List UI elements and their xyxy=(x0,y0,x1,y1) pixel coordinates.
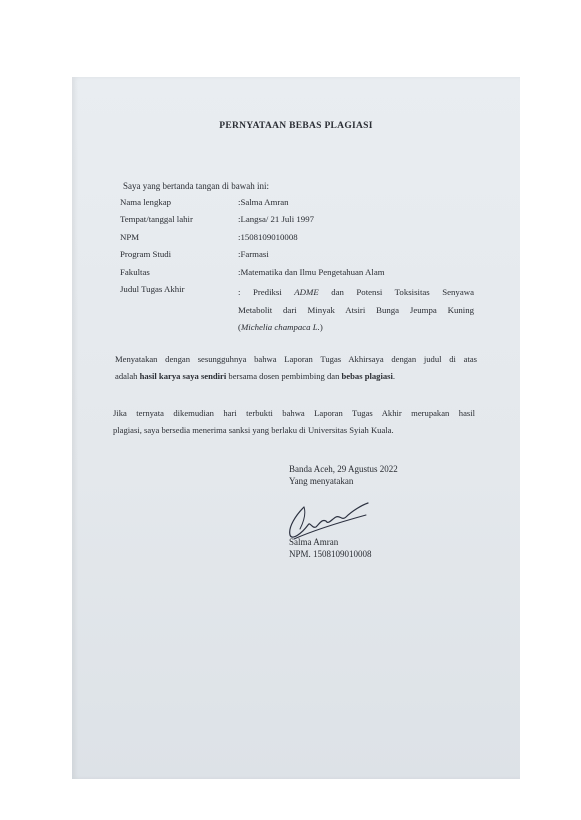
field-label: Nama lengkap xyxy=(120,197,172,207)
field-label: Program Studi xyxy=(120,249,172,259)
statement-paragraph-2 xyxy=(113,405,475,439)
paren: ) xyxy=(319,322,323,332)
signer-name: Salma Amran xyxy=(289,537,339,547)
statement-text: adalah xyxy=(115,371,140,381)
judul-line xyxy=(238,319,474,337)
intro-text: Saya yang bertanda tangan di bawah ini: xyxy=(123,181,269,191)
field-value: :Salma Amran xyxy=(238,197,289,207)
field-label: NPM xyxy=(120,232,140,242)
statement-paragraph-1 xyxy=(115,351,477,385)
judul-text: : Prediksi xyxy=(238,287,295,297)
judul-value xyxy=(238,284,474,337)
document-title: PERNYATAAN BEBAS PLAGIASI xyxy=(219,121,373,131)
field-label: Tempat/tanggal lahir xyxy=(120,214,193,224)
signer-npm: NPM. 1508109010008 xyxy=(289,549,372,559)
field-value: :Matematika dan Ilmu Pengetahuan Alam xyxy=(238,267,385,277)
statement-bold: hasil karya saya sendiri xyxy=(139,371,227,381)
handwritten-signature-icon xyxy=(282,495,372,543)
field-label: Judul Tugas Akhir xyxy=(120,284,185,294)
statement-text: . xyxy=(392,371,396,381)
judul-line: Metabolit dari Minyak Atsiri Bunga Jeumpa Kuning xyxy=(238,304,474,315)
judul-text: dan Potensi Toksisitas Senyawa xyxy=(318,287,474,297)
statement-line: plagiasi, saya bersedia menerima sanksi yang berlaku di Universitas Syiah Kuala. xyxy=(113,425,394,435)
judul-line xyxy=(238,284,474,302)
field-value: :Langsa/ 21 Juli 1997 xyxy=(238,214,314,224)
statement-line: Menyatakan dengan sesungguhnya bahwa Laporan Tugas Akhirsaya dengan judul di atas xyxy=(115,354,477,364)
field-value: :1508109010008 xyxy=(238,232,298,242)
signature-role: Yang menyatakan xyxy=(289,476,354,486)
field-value: :Farmasi xyxy=(238,249,269,259)
field-label: Fakultas xyxy=(120,267,150,277)
species-name: Michelia champaca L. xyxy=(240,322,320,332)
paren: ( xyxy=(238,322,241,332)
statement-line xyxy=(115,368,477,385)
statement-line: Jika ternyata dikemudian hari terbukti bahwa Laporan Tugas Akhir merupakan hasil xyxy=(113,408,475,418)
document-page xyxy=(72,77,520,779)
statement-bold: bebas plagiasi xyxy=(341,371,393,381)
statement-text: bersama dosen pembimbing dan xyxy=(226,371,342,381)
signature-place-date: Banda Aceh, 29 Agustus 2022 xyxy=(289,464,398,474)
judul-italic-term: ADME xyxy=(294,287,319,297)
